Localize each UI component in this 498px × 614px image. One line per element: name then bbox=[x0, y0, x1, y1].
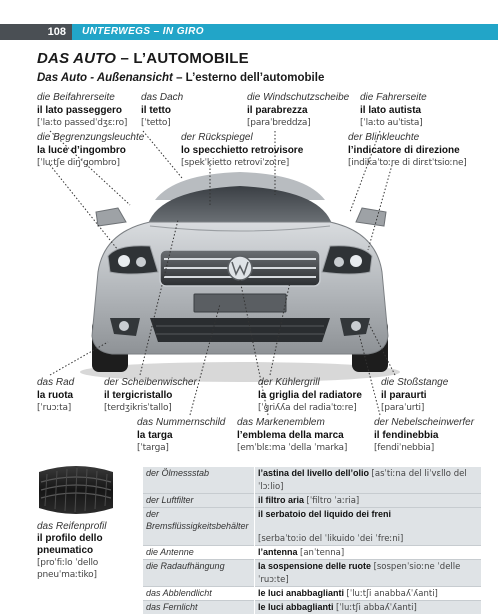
label-phonetic: [ˈtetto] bbox=[141, 117, 183, 130]
label-de: der Rückspiegel bbox=[181, 132, 303, 145]
label-phonetic: [emˈblɛːma ˈdella ˈmarka] bbox=[237, 442, 347, 455]
label-phonetic: [ˈlaːto auˈtista] bbox=[360, 117, 427, 130]
right-mirror bbox=[356, 208, 386, 226]
label-it: l’indicatore di direzione bbox=[348, 145, 467, 158]
label-de: der Scheibenwischer bbox=[104, 377, 197, 390]
label-it: il lato autista bbox=[360, 105, 427, 118]
table-row bbox=[143, 587, 481, 601]
table-phonetic: [serbaˈtoːio del ˈlikuido ˈdei ˈfreːni] bbox=[258, 534, 403, 544]
table-phonetic: [anˈtenna] bbox=[300, 548, 344, 558]
label-tire-tread bbox=[37, 521, 106, 581]
label-turn-signal bbox=[348, 132, 467, 170]
tire-tread-image bbox=[35, 462, 117, 518]
label-roof bbox=[141, 92, 183, 130]
table-row bbox=[143, 601, 481, 614]
table-cell-it bbox=[255, 467, 482, 494]
label-it: la griglia del radiatore bbox=[258, 390, 362, 403]
table-cell-de: das Abblendlicht bbox=[143, 587, 255, 601]
table-cell-de: die Radaufhängung bbox=[143, 560, 255, 587]
table-cell-it bbox=[255, 508, 482, 533]
table-cell-it bbox=[255, 560, 482, 587]
label-it: la luce d’ingombro bbox=[37, 145, 144, 158]
label-side-marker-light bbox=[37, 132, 144, 170]
label-phonetic: [paraˈbreddza] bbox=[247, 117, 349, 130]
table-phonetic: [ˈfiltro ˈaːria] bbox=[307, 496, 360, 506]
table-it-term: le luci abbaglianti bbox=[258, 602, 334, 612]
table-row bbox=[143, 494, 481, 508]
table-cell-de: der Luftfilter bbox=[143, 494, 255, 508]
left-headlight bbox=[108, 246, 158, 274]
label-de: das Markenemblem bbox=[237, 417, 347, 430]
left-mirror bbox=[96, 208, 126, 226]
label-de: das Nummernschild bbox=[137, 417, 225, 430]
table-cell-de: der Ölmessstab bbox=[143, 467, 255, 494]
label-phonetic: [terdʒikrisˈtallo] bbox=[104, 402, 197, 415]
label-de: die Beifahrerseite bbox=[37, 92, 127, 105]
label-de: das Rad bbox=[37, 377, 74, 390]
table-it-term: l’antenna bbox=[258, 547, 298, 557]
label-it: la ruota bbox=[37, 390, 74, 403]
label-it: lo specchietto retrovisore bbox=[181, 145, 303, 158]
label-it: la targa bbox=[137, 430, 225, 443]
label-it: il parabrezza bbox=[247, 105, 349, 118]
label-phonetic: [ˈruɔːta] bbox=[37, 402, 74, 415]
label-de: das Dach bbox=[141, 92, 183, 105]
label-de: die Windschutzscheibe bbox=[247, 92, 349, 105]
vocabulary-table bbox=[143, 467, 481, 614]
table-phonetic: [sospenˈsioːne ˈdelle ˈruɔːte] bbox=[258, 562, 460, 585]
label-de: die Stoßstange bbox=[381, 377, 448, 390]
table-row bbox=[143, 532, 481, 546]
table-cell-it bbox=[255, 494, 482, 508]
title-it: – L’AUTOMOBILE bbox=[116, 50, 249, 67]
label-rear-view-mirror bbox=[181, 132, 303, 170]
table-row bbox=[143, 508, 481, 533]
table-cell-it bbox=[255, 532, 482, 546]
table-it-term: il serbatoio del liquido dei freni bbox=[258, 509, 391, 519]
label-de: die Fahrerseite bbox=[360, 92, 427, 105]
label-brand-emblem bbox=[237, 417, 347, 455]
label-phonetic: [ˈlaːto passedˈdʒɛːro] bbox=[37, 117, 127, 130]
table-cell-it bbox=[255, 587, 482, 601]
table-cell-it bbox=[255, 546, 482, 560]
table-it-term: l’astina del livello dell’olio bbox=[258, 468, 369, 478]
label-it: il profilo dello bbox=[37, 533, 106, 545]
right-headlight bbox=[322, 246, 372, 274]
label-de: die Begrenzungsleuchte bbox=[37, 132, 144, 145]
table-row bbox=[143, 560, 481, 587]
label-driver-side bbox=[360, 92, 427, 130]
label-bumper bbox=[381, 377, 448, 415]
page-number: 108 bbox=[0, 24, 72, 40]
table-phonetic: [ˈluːtʃi anabbaʎˈʎanti] bbox=[347, 589, 438, 599]
table-phonetic: [ˈluːtʃi abbaʎˈʎanti] bbox=[336, 603, 417, 613]
brand-emblem bbox=[228, 256, 252, 280]
label-fog-light bbox=[374, 417, 474, 455]
label-windshield bbox=[247, 92, 349, 130]
label-phonetic: [ˈluːtʃe diŋˈgombro] bbox=[37, 157, 144, 170]
title-de: DAS AUTO bbox=[37, 50, 116, 67]
label-phonetic: [paraˈurti] bbox=[381, 402, 448, 415]
label-license-plate bbox=[137, 417, 225, 455]
label-phonetic: [ˈtarga] bbox=[137, 442, 225, 455]
subtitle-it: – L’esterno dell’automobile bbox=[173, 72, 324, 84]
label-phonetic: [fendiˈnebbia] bbox=[374, 442, 474, 455]
label-it: pneumatico bbox=[37, 545, 106, 557]
label-wheel bbox=[37, 377, 74, 415]
label-de: der Nebelscheinwerfer bbox=[374, 417, 474, 430]
label-windshield-wiper bbox=[104, 377, 197, 415]
label-phonetic: [indikaˈtoːre di dirεtˈtsioːne] bbox=[348, 157, 467, 170]
label-it: il fendinebbia bbox=[374, 430, 474, 443]
label-phonetic: [spekˈkietto retroviˈzoːre] bbox=[181, 157, 303, 170]
table-cell-it bbox=[255, 601, 482, 614]
table-phonetic: [asˈtiːna del liˈvɛllo delˈlɔːlio] bbox=[258, 469, 467, 492]
label-it: il lato passeggero bbox=[37, 105, 127, 118]
table-cell-de: das Fernlicht bbox=[143, 601, 255, 614]
label-de: der Blinkleuchte bbox=[348, 132, 467, 145]
table-it-term: la sospensione delle ruote bbox=[258, 561, 371, 571]
label-phonetic: pneuˈmaːtiko] bbox=[37, 569, 106, 581]
label-de: das Reifenprofil bbox=[37, 521, 106, 533]
label-phonetic: [ˈgriʎʎa del radiaˈtoːre] bbox=[258, 402, 362, 415]
label-passenger-side bbox=[37, 92, 127, 130]
label-de: der Kühlergrill bbox=[258, 377, 362, 390]
label-it: il tergicristallo bbox=[104, 390, 197, 403]
label-it: l’emblema della marca bbox=[237, 430, 347, 443]
label-phonetic: [proˈfiːlo ˈdello bbox=[37, 557, 106, 569]
table-cell-de: der Bremsflüssigkeitsbehälter bbox=[143, 508, 255, 533]
table-row bbox=[143, 467, 481, 494]
lower-intake bbox=[150, 318, 330, 342]
table-it-term: le luci anabbaglianti bbox=[258, 588, 344, 598]
table-cell-de: die Antenne bbox=[143, 546, 255, 560]
table-row bbox=[143, 546, 481, 560]
table-it-term: il filtro aria bbox=[258, 495, 304, 505]
license-plate bbox=[194, 294, 286, 312]
subtitle-de: Das Auto - Außenansicht bbox=[37, 72, 173, 84]
table-cell-de bbox=[143, 532, 255, 546]
section-title: UNTERWEGS – IN GIRO bbox=[72, 24, 498, 40]
label-it: il paraurti bbox=[381, 390, 448, 403]
label-it: il tetto bbox=[141, 105, 183, 118]
label-radiator-grille bbox=[258, 377, 362, 415]
